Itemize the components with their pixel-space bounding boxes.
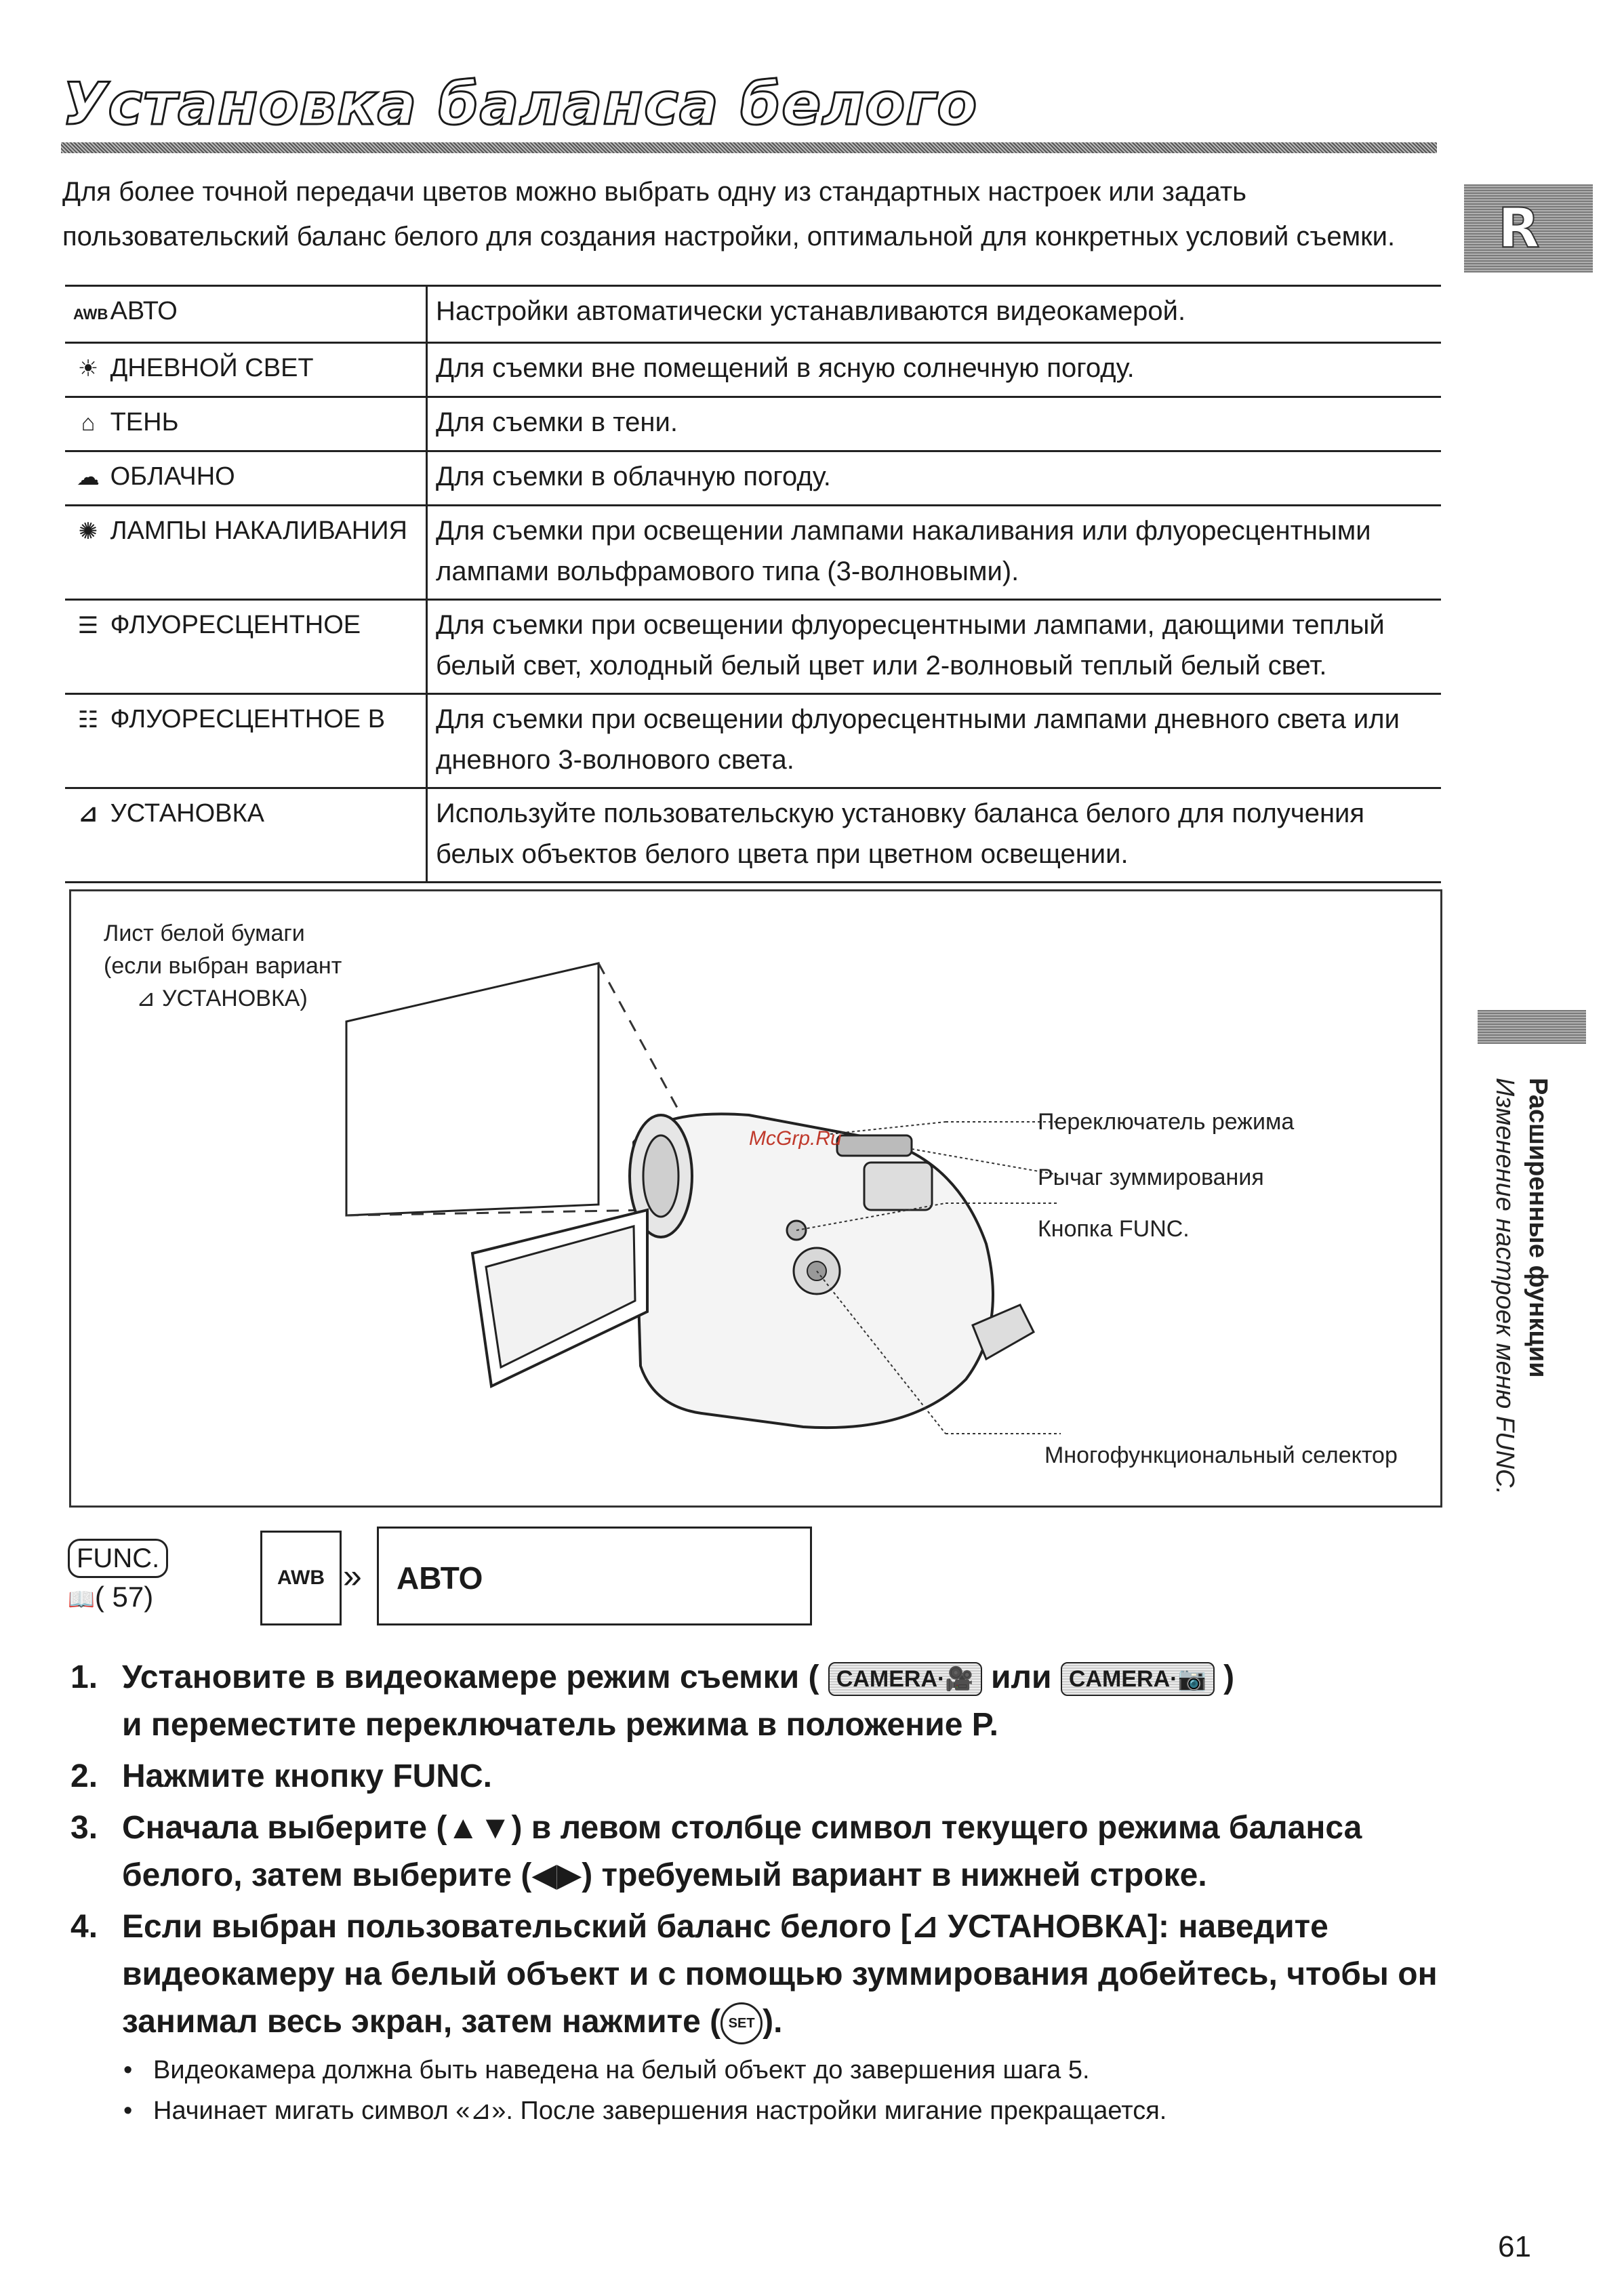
step-4: 4. Если выбран пользовательский баланс белого [⊿ УСТАНОВКА]: наведите видеокамеру на белый объект и с помощью зуммирования добейтесь, чтобы он занимал весь экран, затем нажмите ( SET ).: [70, 1903, 1453, 2046]
mode-name: ФЛУОРЕСЦЕНТНОЕ: [110, 611, 361, 639]
label-func-button: Кнопка FUNC.: [1038, 1216, 1190, 1242]
side-section-title: Расширенные функции: [1524, 1078, 1552, 1378]
table-row: [65, 506, 1441, 600]
bullet-1: • Видеокамера должна быть наведена на белый объект до завершения шага 5.: [123, 2056, 1090, 2084]
custom-wb-icon: ⊿: [911, 1909, 939, 1945]
paper-caption-line2: (если выбран вариант: [104, 953, 342, 979]
instruction-steps: [70, 1654, 1453, 2131]
watermark: McGrp.Ru: [749, 1127, 842, 1150]
custom-wb-icon: ⊿: [78, 801, 98, 827]
section-tab-letter: R: [1498, 197, 1540, 260]
custom-wb-icon: ⊿: [136, 986, 162, 1011]
bullet-2: • Начинает мигать символ «⊿». После завершения настройки мигание прекращается.: [123, 2097, 1167, 2125]
mode-name: УСТАНОВКА: [110, 799, 265, 828]
double-arrow-icon: »: [343, 1557, 362, 1595]
mode-name: ТЕНЬ: [110, 408, 179, 437]
table-row: [65, 286, 1441, 343]
section-tab: [1464, 184, 1593, 272]
mode-desc: Для съемки при освещении флуоресцентными лампами, дающими теплый белый свет, холодный белый цвет или 2-волновый теплый белый свет.: [436, 610, 1385, 681]
page-title: Установка баланса белого: [62, 70, 978, 138]
side-section-label: [1457, 1078, 1552, 1495]
table-row: [65, 694, 1441, 788]
mode-desc: Используйте пользовательскую установку баланса белого для получения белых объектов белого цвета при цветном освещении.: [436, 799, 1365, 869]
mode-name: АВТО: [110, 297, 178, 325]
table-row: [65, 343, 1441, 397]
mode-name: ЛАМПЫ НАКАЛИВАНИЯ: [110, 517, 407, 545]
label-mode-switch: Переключатель режима: [1038, 1109, 1295, 1135]
table-row: [65, 397, 1441, 451]
camera-photo-icon: CAMERA·📷: [1061, 1662, 1215, 1696]
title-rule: [61, 142, 1437, 153]
table-row: [65, 600, 1441, 694]
fluorescent-h-icon: ☷: [77, 707, 99, 733]
intro-paragraph: Для более точной передачи цветов можно выбрать одну из стандартных настроек или задать пользовательский баланс белого для создания настройки, оптимальной для конкретных условий съемки.: [62, 177, 1396, 251]
mode-desc: Настройки автоматически устанавливаются видеокамерой.: [436, 296, 1186, 326]
side-tab-marker: [1478, 1010, 1586, 1044]
sight-line: [598, 963, 681, 1115]
wb-modes-table: [65, 285, 1441, 883]
step-1: 1. Установите в видеокамере режим съемки ( CAMERA·🎥 или CAMERA·📷 ) и переместите переключатель режима в положение P.: [70, 1659, 1235, 1743]
camera-video-icon: CAMERA·🎥: [828, 1662, 982, 1696]
book-icon: 📖: [68, 1587, 95, 1611]
paper-caption-line1: Лист белой бумаги: [104, 921, 305, 946]
mode-desc: Для съемки при освещении лампами накаливания или флуоресцентными лампами вольфрамового типа (3-волновыми).: [436, 516, 1371, 586]
set-button-icon: SET: [720, 2002, 763, 2044]
camera-figure: [69, 889, 1442, 1508]
shade-icon: ⌂: [81, 410, 96, 436]
mode-name: ОБЛАЧНО: [110, 462, 235, 491]
sun-icon: ☀: [77, 356, 99, 382]
func-badge: FUNC.: [68, 1539, 168, 1578]
mode-desc: Для съемки вне помещений в ясную солнечную погоду.: [436, 353, 1135, 383]
page-number: 61: [1498, 2230, 1531, 2263]
cloud-icon: ☁: [77, 464, 100, 490]
table-row: [65, 788, 1441, 883]
tungsten-icon: ✺: [78, 519, 98, 544]
page-reference: 📖( 57): [68, 1581, 154, 1613]
menu-value: АВТО: [377, 1527, 812, 1625]
white-paper-sheet: [346, 963, 598, 1215]
mode-desc: Для съемки в тени.: [436, 407, 678, 437]
fluorescent-icon: ☰: [77, 613, 99, 639]
mode-name: ФЛУОРЕСЦЕНТНОЕ В: [110, 705, 386, 733]
label-multi-selector: Многофункциональный селектор: [1044, 1442, 1398, 1468]
viewfinder: [864, 1163, 932, 1210]
label-zoom-lever: Рычаг зуммирования: [1038, 1165, 1264, 1190]
zoom-lever: [837, 1135, 912, 1156]
awb-icon: AWB: [73, 306, 108, 323]
table-row: [65, 451, 1441, 506]
paper-caption-line3: ⊿ УСТАНОВКА): [136, 986, 308, 1011]
step-2: 2. Нажмите кнопку FUNC.: [70, 1758, 492, 1794]
mode-desc: Для съемки в облачную погоду.: [436, 462, 831, 491]
mode-name: ДНЕВНОЙ СВЕТ: [110, 354, 314, 382]
side-subsection-title: Изменение настроек меню FUNC.: [1490, 1078, 1519, 1495]
mode-desc: Для съемки при освещении флуоресцентными лампами дневного света или дневного 3-волнового света.: [436, 704, 1400, 775]
awb-menu-icon: AWB: [260, 1531, 342, 1625]
step-3: 3. Сначала выберите (▲▼) в левом столбце символ текущего режима баланса белого, затем выберите (◀▶) требуемый вариант в нижней строке.: [70, 1810, 1362, 1893]
